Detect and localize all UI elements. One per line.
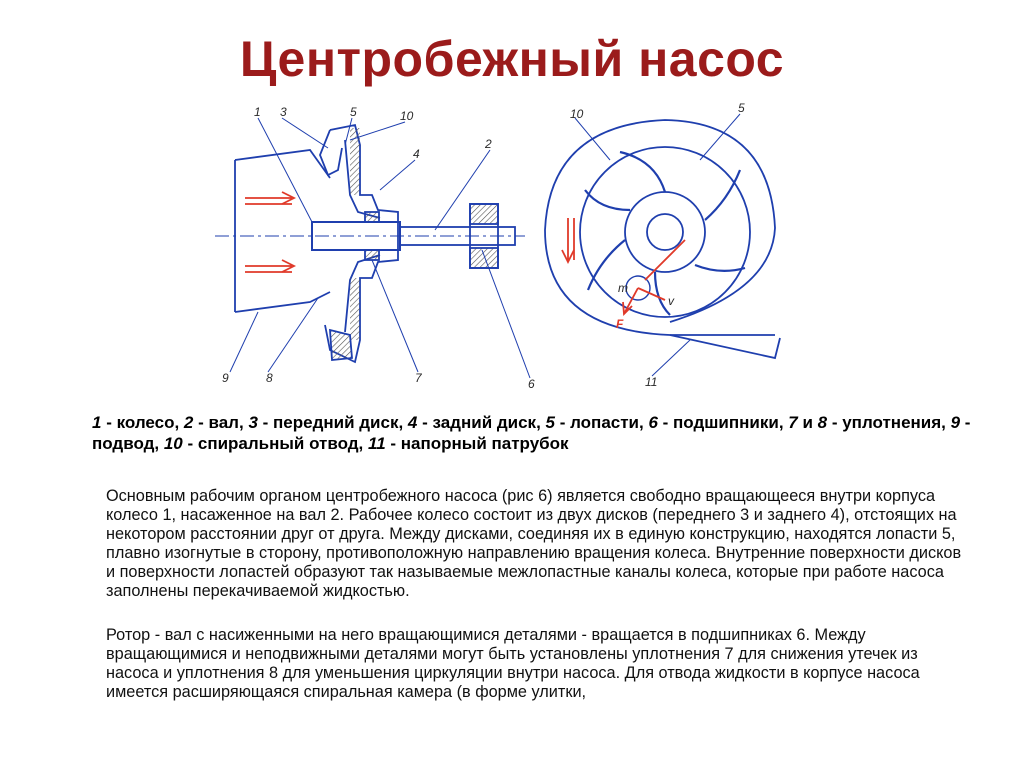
caption-item: 7 и [788,413,818,432]
paragraph-rotor: Ротор - вал с насиженными на него вращающимися деталями - вращается в подшипниках 6. Между вращающимися и неподвижными деталями могут быть установлены уплотнения 7 для снижения утечек из насоса и уплотнения 8 для уменьшения циркуляции внутри насоса. Для отвода жидкости в корпусе насоса имеется расширяющаяся спиральная камера (в форме улитки, [106,626,920,701]
cross-section-view [215,118,530,378]
label-8: 8 [266,371,273,385]
label-7: 7 [415,371,422,385]
caption-item: 8 - уплотнения, [817,413,951,432]
caption-item: 10 - спиральный отвод, [163,434,369,453]
label-5: 5 [350,105,357,119]
label-m: m [618,281,628,295]
label-F: F [616,317,624,331]
caption-item: 9 - подвод, [92,413,971,453]
figure-caption [92,412,972,454]
caption-item: 1 - колесо, [92,413,184,432]
paragraph-main-body: Основным рабочим органом центробежного насоса (рис 6) является свободно вращающееся внутри корпуса колесо 1, насаженное на вал 2. Рабочее колесо состоит из двух дисков (переднего 3 и заднего 4), отстоящих на некотором расстоянии друг от друга. Между дисками, соединяя их в единую конструкцию, находятся лопасти 5, плавно изогнутые в сторону, противоположную направлению вращения колеса. Внутренние поверхности дисков и поверхности лопастей образуют так называемые межлопастные каналы колеса, которые при работе насоса заполнены перекачиваемой жидкостью. [106,487,962,600]
label-10-right: 10 [570,107,584,121]
label-v: v [668,294,674,308]
label-10: 10 [400,109,414,123]
label-2: 2 [485,137,492,151]
label-1: 1 [254,105,261,119]
spiral-view [545,114,780,376]
caption-item: 11 - напорный патрубок [368,434,569,453]
label-5-right: 5 [738,101,745,115]
caption-item: 4 - задний диск, [407,413,546,432]
caption-item: 2 - вал, [183,413,249,432]
label-9: 9 [222,371,229,385]
caption-item: 6 - подшипники, [648,413,789,432]
label-4: 4 [413,147,420,161]
caption-item: 3 - передний диск, [248,413,408,432]
label-3: 3 [280,105,287,119]
inflow-arrows [245,192,294,272]
caption-item: 5 - лопасти, [545,413,649,432]
page-title: Центробежный насос [239,31,785,87]
pump-diagram [200,100,800,400]
label-11: 11 [645,375,658,389]
label-6: 6 [528,377,535,391]
